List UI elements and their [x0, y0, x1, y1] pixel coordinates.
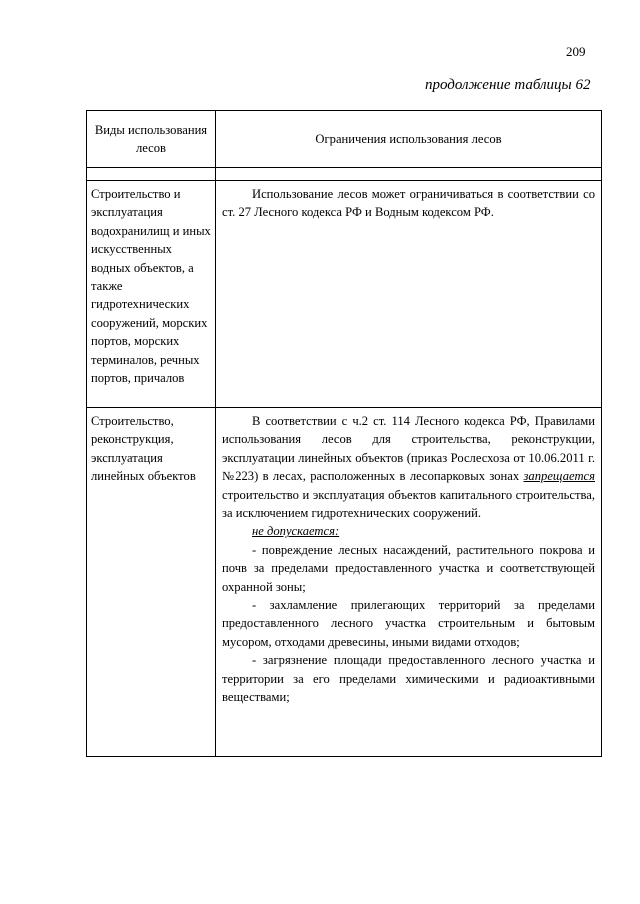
- restrictions-table: [86, 110, 602, 757]
- header-usage-types: Виды использования лесов: [87, 111, 216, 168]
- list-item: - повреждение лесных насаждений, растительного покрова и почв за пределами предоставленного участка и соответствующей охранной зоны;: [222, 542, 595, 594]
- table-row: [87, 181, 602, 408]
- prohibited-emphasis: запрещается: [523, 469, 595, 484]
- page-number: 209: [566, 44, 586, 59]
- list-item: - захламление прилегающих территорий за пределами предоставленного лесного участка строительным и бытовым мусором, отходами древесины, иными видами отходов;: [222, 598, 595, 649]
- usage-type-cell: [87, 181, 216, 408]
- restriction-cell: [216, 181, 602, 408]
- header-restrictions: Ограничения использования лесов: [216, 111, 602, 168]
- not-allowed-label: не допускается:: [252, 524, 340, 539]
- table-continuation-caption: продолжение таблицы 62: [425, 77, 591, 93]
- usage-type-text: Строительство, реконструкция, эксплуатация линейных объектов: [91, 414, 196, 484]
- usage-type-text: Строительство и эксплуатация водохранилищ и иных искусственных водных объектов, а также гидротехнических сооружений, морских портов, морских терминалов, речных портов, причалов: [91, 187, 211, 386]
- restriction-cell: [216, 408, 602, 757]
- restriction-intro: В соответствии с ч.2 ст. 114 Лесного кодекса РФ, Правилами использования лесов для строительства, реконструкции, эксплуатации линейных объектов (приказ Рослесхоза от 10.06.2011 г. №223) в лесах, расположенных в лесопарковых зонах запрещается строительство и эксплуатация объектов капитального строительства, за исключением гидротехнических сооружений.: [222, 414, 595, 521]
- spacer-row: [87, 168, 602, 181]
- restriction-text: Использование лесов может ограничиваться в соответствии со ст. 27 Лесного кодекса РФ и Водным кодексом РФ.: [222, 187, 595, 220]
- table-header-row: [87, 111, 602, 168]
- table-row: [87, 408, 602, 757]
- usage-type-cell: [87, 408, 216, 757]
- list-item: - загрязнение площади предоставленного лесного участка и территории за его пределами химическими и радиоактивными веществами;: [222, 653, 595, 705]
